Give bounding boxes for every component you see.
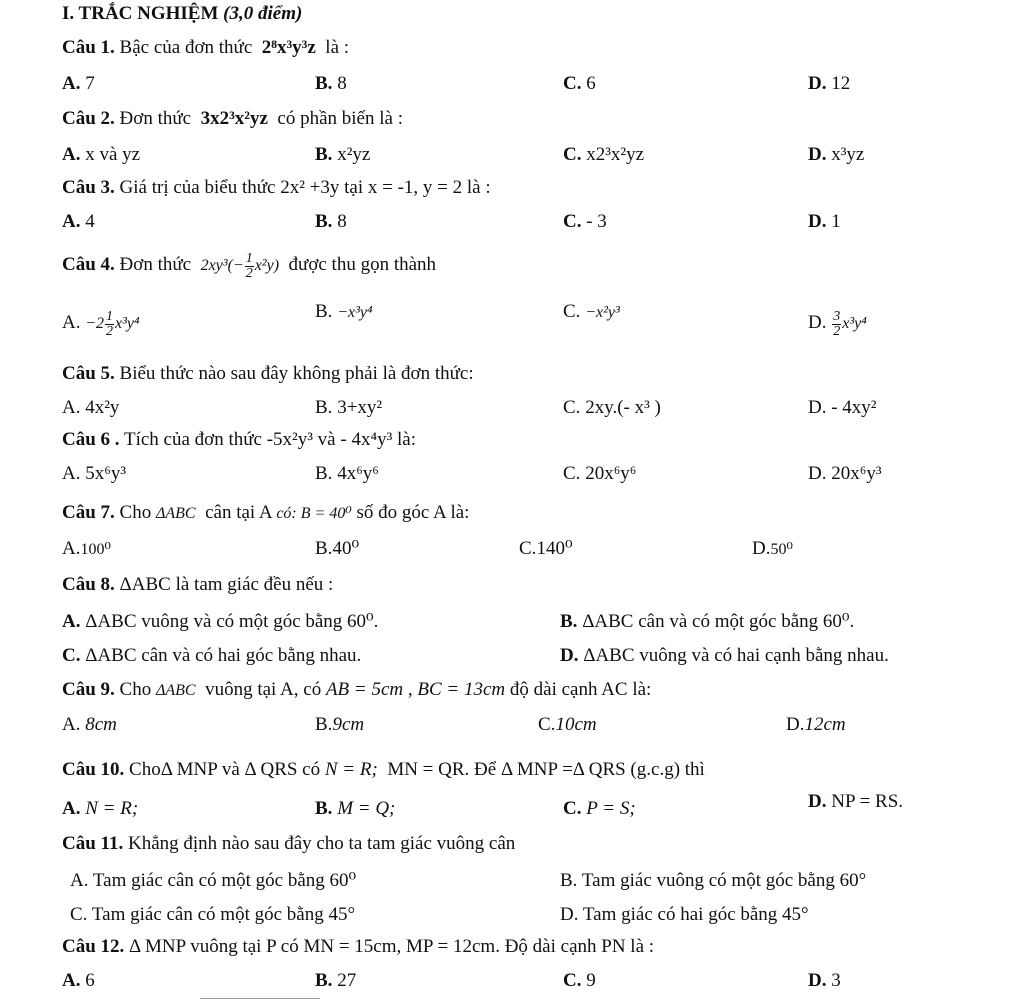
question-suffix: được thu gọn thành xyxy=(288,254,437,276)
question-1 xyxy=(62,36,349,60)
section-score: (3,0 điểm) xyxy=(223,3,303,24)
option-6d[interactable] xyxy=(808,462,882,486)
expr-postfix: x³y⁴ xyxy=(115,315,140,333)
question-label: Câu 8. xyxy=(62,574,115,595)
option-text: 27 xyxy=(337,970,357,991)
option-8d[interactable] xyxy=(560,644,889,668)
fraction-numerator: 1 xyxy=(245,251,253,266)
option-4d[interactable] xyxy=(808,310,867,339)
option-11a[interactable] xyxy=(70,869,356,893)
option-label: D. xyxy=(808,791,827,812)
question-label: Câu 6 . xyxy=(62,429,120,450)
option-9b[interactable] xyxy=(315,713,364,737)
option-text: ΔABC vuông và có một góc bằng 60⁰. xyxy=(85,611,379,632)
option-label: B. xyxy=(315,144,333,165)
option-label: C. xyxy=(563,73,582,94)
question-label: Câu 12. xyxy=(62,936,125,957)
option-label: A. xyxy=(62,397,81,418)
option-10b[interactable] xyxy=(315,797,395,821)
option-7d[interactable] xyxy=(752,537,793,562)
option-text: Tam giác cân có một góc bằng 45° xyxy=(91,904,356,925)
question-label: Câu 10. xyxy=(62,759,125,780)
fraction-numerator: 1 xyxy=(106,309,114,324)
option-text: - 3 xyxy=(586,211,607,232)
option-7a[interactable] xyxy=(62,537,111,562)
option-label: B. xyxy=(315,301,333,322)
fraction-denominator: 2 xyxy=(833,324,841,339)
triangle-name: ΔABC xyxy=(155,505,196,522)
option-text: 7 xyxy=(85,73,95,94)
option-text: 9 xyxy=(586,970,596,991)
question-prompt: Giá trị của biểu thức 2x² +3y tại x = -1, y = 2 là : xyxy=(119,177,491,198)
option-label: B. xyxy=(315,397,333,418)
question-8 xyxy=(62,573,333,597)
option-label: A. xyxy=(70,870,89,891)
fraction-numerator: 3 xyxy=(833,309,841,324)
question-prompt: Tích của đơn thức -5x²y³ và - 4x⁴y³ là: xyxy=(123,429,417,450)
question-prompt: ChoΔ MNP và Δ QRS có xyxy=(129,759,321,780)
option-1d[interactable] xyxy=(808,72,850,96)
option-2d[interactable] xyxy=(808,143,864,167)
option-label: D. xyxy=(752,538,771,559)
option-label: A. xyxy=(62,970,81,991)
option-text: 1 xyxy=(831,211,841,232)
option-8c[interactable] xyxy=(62,644,361,668)
option-label: A. xyxy=(62,611,81,632)
option-label: A. xyxy=(62,798,81,819)
option-label: C. xyxy=(62,645,81,666)
option-9a[interactable] xyxy=(62,713,117,737)
option-label: C. xyxy=(70,904,88,925)
question-label: Câu 9. xyxy=(62,679,115,700)
option-11b[interactable] xyxy=(560,869,866,893)
fraction-denominator: 2 xyxy=(106,324,114,339)
option-text: ΔABC cân và có một góc bằng 60⁰. xyxy=(582,611,855,632)
option-text: Tam giác cân có một góc bằng 60⁰ xyxy=(92,870,357,891)
question-7 xyxy=(62,501,469,526)
option-8b[interactable] xyxy=(560,610,854,634)
question-expression: 2⁸x³y³z xyxy=(261,37,316,58)
question-11 xyxy=(62,832,515,856)
question-prompt: ΔABC là tam giác đều nếu : xyxy=(119,574,334,595)
option-label: C. xyxy=(563,463,581,484)
question-condition: N = R; xyxy=(324,759,378,780)
option-label: A. xyxy=(62,538,81,559)
option-6c[interactable] xyxy=(563,462,636,486)
question-condition: AB = 5cm , BC = 13cm xyxy=(325,679,506,700)
option-7b[interactable] xyxy=(315,537,359,561)
option-text: Tam giác có hai góc bằng 45° xyxy=(582,904,809,925)
option-10c[interactable] xyxy=(563,797,636,821)
question-label: Câu 2. xyxy=(62,108,115,129)
option-text: P = S; xyxy=(586,798,636,819)
option-label: B. xyxy=(315,73,333,94)
option-text: 2xy.(- x³ ) xyxy=(585,397,661,418)
option-4b[interactable] xyxy=(315,300,373,325)
question-3 xyxy=(62,176,491,200)
option-9c[interactable] xyxy=(538,713,597,737)
option-expression xyxy=(85,309,140,339)
option-8a[interactable] xyxy=(62,610,378,634)
option-text: - 4xy² xyxy=(831,397,877,418)
option-text: 140⁰ xyxy=(536,538,573,559)
option-label: C. xyxy=(538,714,556,735)
option-label: B. xyxy=(315,538,333,559)
expr-postfix: x³y⁴ xyxy=(842,315,867,333)
option-4a[interactable] xyxy=(62,310,140,339)
option-text: x²yz xyxy=(337,144,371,165)
option-text: NP = RS. xyxy=(831,791,904,812)
expr-prefix: −2 xyxy=(85,315,105,333)
option-label: D. xyxy=(560,904,579,925)
option-text: 8 xyxy=(337,73,347,94)
question-suffix: MN = QR. Để Δ MNP =Δ QRS (g.c.g) thì xyxy=(387,759,705,780)
option-text: 5x⁶y³ xyxy=(85,463,127,484)
bottom-divider xyxy=(200,998,320,999)
option-label: B. xyxy=(315,463,333,484)
option-2a[interactable] xyxy=(62,143,140,167)
fraction xyxy=(105,310,114,339)
option-label: A. xyxy=(62,463,81,484)
option-label: A. xyxy=(62,73,81,94)
option-label: D. xyxy=(808,211,827,232)
expr-prefix: 2xy³(− xyxy=(200,257,244,275)
triangle-name: ΔABC xyxy=(155,682,196,699)
option-text: x³yz xyxy=(831,144,865,165)
option-3d[interactable] xyxy=(808,210,841,234)
option-text: N = R; xyxy=(85,798,139,819)
question-2 xyxy=(62,107,403,131)
fraction xyxy=(245,252,254,281)
option-text: 4x²y xyxy=(85,397,120,418)
option-expression xyxy=(831,309,867,339)
option-label: D. xyxy=(786,714,805,735)
option-label: D. xyxy=(808,397,827,418)
option-text: 50⁰ xyxy=(770,541,793,558)
option-1c[interactable] xyxy=(563,72,596,96)
option-3a[interactable] xyxy=(62,210,95,234)
option-text: 8 xyxy=(337,211,347,232)
option-text: 20x⁶y³ xyxy=(831,463,882,484)
option-label: B. xyxy=(315,211,333,232)
question-prompt: Cho xyxy=(119,502,152,523)
option-text: 20x⁶y⁶ xyxy=(585,463,637,484)
option-label: A. xyxy=(62,144,81,165)
fraction xyxy=(832,310,841,339)
option-text: 40⁰ xyxy=(332,538,360,559)
option-4c[interactable] xyxy=(563,300,620,325)
option-label: C. xyxy=(563,798,582,819)
option-text: 12 xyxy=(831,73,851,94)
fraction-denominator: 2 xyxy=(245,266,253,281)
section-title: I. TRẮC NGHIỆM xyxy=(62,3,219,24)
option-1b[interactable] xyxy=(315,72,347,96)
option-text: −x²y³ xyxy=(585,304,620,321)
option-1a[interactable] xyxy=(62,72,95,96)
option-label: D. xyxy=(808,312,827,334)
question-4 xyxy=(62,252,436,281)
question-prompt: Biểu thức nào sau đây không phải là đơn thức: xyxy=(119,363,474,384)
option-label: D. xyxy=(808,463,827,484)
option-5b[interactable] xyxy=(315,396,382,420)
option-6b[interactable] xyxy=(315,462,379,486)
question-label: Câu 3. xyxy=(62,177,115,198)
question-6 xyxy=(62,428,416,452)
option-label: B. xyxy=(560,870,578,891)
option-10d[interactable] xyxy=(808,790,903,814)
option-text: ΔABC vuông và có hai cạnh bằng nhau. xyxy=(583,645,889,666)
question-12 xyxy=(62,935,654,959)
question-10 xyxy=(62,758,705,782)
question-9 xyxy=(62,678,651,703)
question-expression: 3x2³x²yz xyxy=(200,108,268,129)
option-9d[interactable] xyxy=(786,713,846,737)
section-heading xyxy=(62,2,302,26)
option-2b[interactable] xyxy=(315,143,370,167)
option-12a[interactable] xyxy=(62,969,95,993)
option-text: 3 xyxy=(831,970,841,991)
question-prompt: Cho xyxy=(119,679,152,700)
option-label: D. xyxy=(808,144,827,165)
option-label: C. xyxy=(563,211,582,232)
option-text: x2³x²yz xyxy=(586,144,645,165)
question-prompt: Đơn thức xyxy=(119,254,192,276)
option-label: A. xyxy=(62,211,81,232)
option-6a[interactable] xyxy=(62,462,126,486)
option-label: D. xyxy=(560,645,579,666)
question-label: Câu 5. xyxy=(62,363,115,384)
question-condition: có: B = 40⁰ xyxy=(276,505,352,522)
option-label: A. xyxy=(62,312,81,334)
question-prompt: Khẳng định nào sau đây cho ta tam giác vuông cân xyxy=(128,833,516,854)
option-5d[interactable] xyxy=(808,396,877,420)
option-label: B. xyxy=(315,798,333,819)
option-label: C. xyxy=(563,144,582,165)
option-text: 3+xy² xyxy=(337,397,383,418)
question-suffix: là : xyxy=(325,37,350,58)
option-text: 4x⁶y⁶ xyxy=(337,463,379,484)
option-text: −x³y⁴ xyxy=(337,304,373,321)
option-text: 4 xyxy=(85,211,95,232)
option-3c[interactable] xyxy=(563,210,607,234)
question-label: Câu 7. xyxy=(62,502,115,523)
option-text: 10cm xyxy=(555,714,597,735)
option-label: C. xyxy=(563,301,581,322)
option-label: A. xyxy=(62,714,81,735)
question-prompt: Đơn thức xyxy=(119,108,192,129)
option-text: 12cm xyxy=(804,714,846,735)
option-text: ΔABC cân và có hai góc bằng nhau. xyxy=(85,645,362,666)
option-label: C. xyxy=(563,397,581,418)
option-text: 9cm xyxy=(332,714,365,735)
option-label: D. xyxy=(808,970,827,991)
option-text: x và yz xyxy=(85,144,141,165)
question-expression xyxy=(200,251,280,281)
option-10a[interactable] xyxy=(62,797,138,821)
question-prompt: Bậc của đơn thức xyxy=(119,37,253,58)
option-label: C. xyxy=(563,970,582,991)
option-text: 100⁰ xyxy=(80,541,111,558)
option-label: B. xyxy=(560,611,578,632)
option-label: B. xyxy=(315,714,333,735)
option-11d[interactable] xyxy=(560,903,809,927)
question-label: Câu 1. xyxy=(62,37,115,58)
question-prompt: Δ MNP vuông tại P có MN = 15cm, MP = 12cm. Độ dài cạnh PN là : xyxy=(129,936,655,957)
question-suffix: có phần biến là : xyxy=(277,108,403,129)
option-12c[interactable] xyxy=(563,969,596,993)
question-suffix: số đo góc A là: xyxy=(356,502,470,523)
option-12b[interactable] xyxy=(315,969,356,993)
option-7c[interactable] xyxy=(519,537,573,561)
question-mid: vuông tại A, có xyxy=(205,679,322,700)
option-label: B. xyxy=(315,970,333,991)
question-mid: cân tại A xyxy=(205,502,272,523)
option-3b[interactable] xyxy=(315,210,347,234)
option-text: Tam giác vuông có một góc bằng 60° xyxy=(581,870,867,891)
option-text: M = Q; xyxy=(337,798,396,819)
expr-postfix: x²y) xyxy=(254,257,280,275)
option-2c[interactable] xyxy=(563,143,644,167)
option-label: D. xyxy=(808,73,827,94)
question-label: Câu 11. xyxy=(62,833,124,854)
question-5 xyxy=(62,362,474,386)
question-label: Câu 4. xyxy=(62,254,115,276)
question-suffix: độ dài cạnh AC là: xyxy=(509,679,652,700)
option-text: 8cm xyxy=(85,714,117,735)
option-12d[interactable] xyxy=(808,969,841,993)
option-5a[interactable] xyxy=(62,396,119,420)
option-11c[interactable] xyxy=(70,903,355,927)
option-text: 6 xyxy=(85,970,95,991)
option-label: C. xyxy=(519,538,537,559)
option-text: 6 xyxy=(586,73,596,94)
option-5c[interactable] xyxy=(563,396,661,420)
